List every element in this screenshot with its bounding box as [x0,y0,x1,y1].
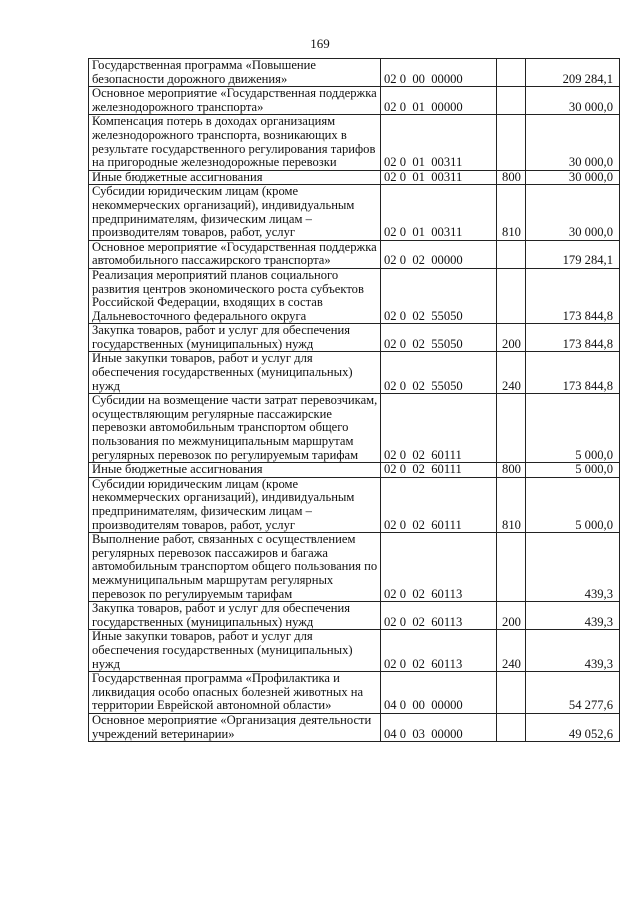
row-amount: 49 052,6 [526,713,620,741]
row-description: Иные закупки товаров, работ и услуг для обеспечения государственных (муниципальных) нужд [89,352,381,394]
row-target-code: 02 0 02 55050 [381,352,497,394]
row-amount: 173 844,8 [526,268,620,323]
row-description: Субсидии на возмещение части затрат перевозчикам, осуществляющим регулярные пассажирские перевозки автомобильным транспортом общего пользования по межмуниципальным маршрутам регулярных перевозок по регулируемым тарифам [89,394,381,463]
row-description: Государственная программа «Профилактика и ликвидация особо опасных болезней животных на территории Еврейской автономной области» [89,672,381,714]
table-row [89,463,620,478]
row-target-code: 02 0 02 60111 [381,477,497,532]
table-row [89,630,620,672]
row-expense-type [497,533,526,602]
row-description: Основное мероприятие «Государственная поддержка автомобильного пассажирского транспорта» [89,240,381,268]
row-target-code: 02 0 02 60111 [381,394,497,463]
table-row [89,533,620,602]
table-row [89,240,620,268]
row-description: Основное мероприятие «Организация деятельности учреждений ветеринарии» [89,713,381,741]
row-amount: 179 284,1 [526,240,620,268]
row-target-code: 02 0 02 60113 [381,630,497,672]
row-amount: 5 000,0 [526,463,620,478]
table-row [89,672,620,714]
row-amount: 5 000,0 [526,394,620,463]
row-expense-type [497,713,526,741]
table-row [89,477,620,532]
table-row [89,324,620,352]
table-row [89,115,620,170]
row-target-code: 02 0 02 60113 [381,533,497,602]
row-expense-type [497,115,526,170]
table-row [89,352,620,394]
row-amount: 439,3 [526,533,620,602]
table-row [89,170,620,185]
table-row [89,394,620,463]
row-expense-type: 810 [497,477,526,532]
row-description: Государственная программа «Повышение безопасности дорожного движения» [89,59,381,87]
row-amount: 439,3 [526,602,620,630]
row-amount: 5 000,0 [526,477,620,532]
row-target-code: 02 0 00 00000 [381,59,497,87]
row-target-code: 02 0 02 00000 [381,240,497,268]
table-row [89,602,620,630]
row-expense-type: 200 [497,602,526,630]
row-amount: 30 000,0 [526,185,620,240]
row-description: Субсидии юридическим лицам (кроме некоммерческих организаций), индивидуальным предпринимателям, физическим лицам – производителям товаров, работ, услуг [89,185,381,240]
row-target-code: 02 0 01 00311 [381,170,497,185]
row-amount: 173 844,8 [526,352,620,394]
row-target-code: 02 0 01 00311 [381,115,497,170]
row-expense-type [497,59,526,87]
row-amount: 30 000,0 [526,170,620,185]
row-description: Субсидии юридическим лицам (кроме некоммерческих организаций), индивидуальным предпринимателям, физическим лицам – производителям товаров, работ, услуг [89,477,381,532]
row-expense-type [497,268,526,323]
row-expense-type [497,672,526,714]
row-description: Иные бюджетные ассигнования [89,463,381,478]
page-number: 169 [310,36,330,51]
row-expense-type: 200 [497,324,526,352]
row-amount: 30 000,0 [526,87,620,115]
row-expense-type: 810 [497,185,526,240]
row-expense-type [497,394,526,463]
row-description: Закупка товаров, работ и услуг для обеспечения государственных (муниципальных) нужд [89,602,381,630]
row-expense-type: 240 [497,352,526,394]
row-amount: 173 844,8 [526,324,620,352]
row-target-code: 02 0 02 55050 [381,268,497,323]
row-description: Выполнение работ, связанных с осуществлением регулярных перевозок пассажиров и багажа автомобильным транспортом общего пользования по межмуниципальным маршрутам регулярных перевозок по регулируемым тарифам [89,533,381,602]
row-target-code: 02 0 01 00000 [381,87,497,115]
row-description: Основное мероприятие «Государственная поддержка железнодорожного транспорта» [89,87,381,115]
table-row [89,59,620,87]
row-description: Иные бюджетные ассигнования [89,170,381,185]
row-description: Иные закупки товаров, работ и услуг для обеспечения государственных (муниципальных) нужд [89,630,381,672]
row-target-code: 02 0 01 00311 [381,185,497,240]
row-target-code: 02 0 02 60113 [381,602,497,630]
row-amount: 54 277,6 [526,672,620,714]
table-row [89,185,620,240]
row-target-code: 02 0 02 55050 [381,324,497,352]
row-expense-type: 800 [497,463,526,478]
table-row [89,713,620,741]
table-row [89,87,620,115]
table-row [89,268,620,323]
row-expense-type: 240 [497,630,526,672]
row-expense-type: 800 [497,170,526,185]
row-expense-type [497,240,526,268]
row-description: Реализация мероприятий планов социального развития центров экономического роста субъектов Российской Федерации, входящих в состав Дальневосточного федерального округа [89,268,381,323]
budget-table [88,58,620,742]
row-target-code: 02 0 02 60111 [381,463,497,478]
row-amount: 209 284,1 [526,59,620,87]
row-target-code: 04 0 00 00000 [381,672,497,714]
row-amount: 30 000,0 [526,115,620,170]
row-description: Закупка товаров, работ и услуг для обеспечения государственных (муниципальных) нужд [89,324,381,352]
row-target-code: 04 0 03 00000 [381,713,497,741]
row-description: Компенсация потерь в доходах организациям железнодорожного транспорта, возникающих в результате государственного регулирования тарифов на пригородные железнодорожные перевозки [89,115,381,170]
row-amount: 439,3 [526,630,620,672]
row-expense-type [497,87,526,115]
